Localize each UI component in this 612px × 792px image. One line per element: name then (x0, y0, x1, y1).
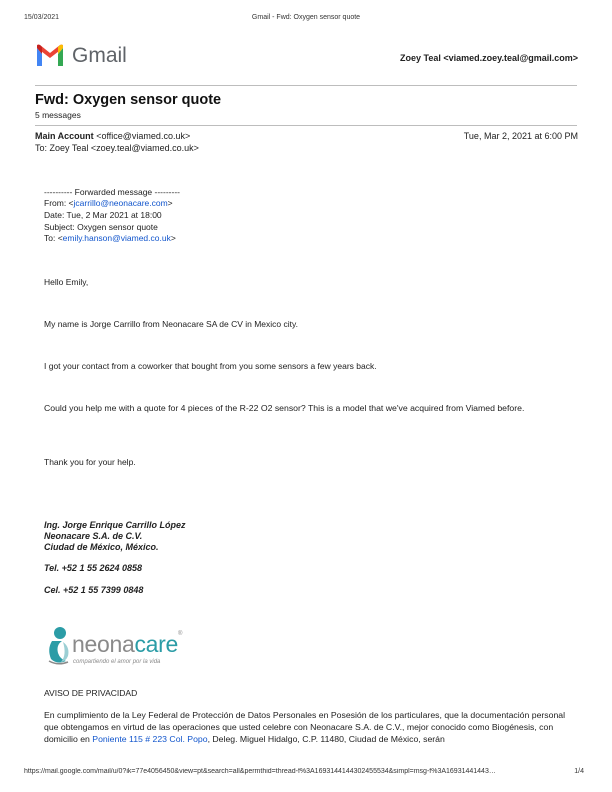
print-url: https://mail.google.com/mail/u/0?ik=77e4056450&view=pt&search=all&permthid=thread-f%3A1693144144302455534&simpl=msg-f%3A16931441443… (24, 768, 496, 775)
message-date: Tue, Mar 2, 2021 at 6:00 PM (463, 131, 578, 141)
forwarded-from-email-link[interactable]: jcarrillo@neonacare.com (73, 198, 168, 208)
neonacare-figure-icon (46, 625, 72, 665)
privacy-text-before: En cumplimiento de la Ley Federal de Protección de Datos Personales en Posesión de los particulares, que la documentación personal que obtengamos en virtud de las operaciones que usted celebre con Neonacare S.A. de C.V., mejor conocido como Biogénesis, con domicilio en (44, 710, 566, 744)
print-page-number: 1/4 (574, 768, 584, 775)
neonacare-tagline: compartiendo el amor por la vida (73, 659, 161, 665)
forwarded-to-label: To: < (44, 233, 63, 243)
account-email: Zoey Teal <viamed.zoey.teal@gmail.com> (399, 53, 578, 63)
divider (35, 125, 577, 126)
gmail-logo-icon (35, 44, 65, 68)
signature-company: Neonacare S.A. de C.V. (44, 531, 143, 541)
signature-cel: Cel. +52 1 55 7399 0848 (44, 585, 144, 595)
forwarded-to (44, 233, 176, 244)
neonacare-wordmark-care: care (134, 631, 179, 657)
signature-city: Ciudad de México, México. (44, 542, 159, 552)
forwarded-from (44, 198, 173, 209)
privacy-address-link[interactable]: Poniente 115 # 223 Col. Popo (92, 733, 208, 744)
greeting: Hello Emily, (44, 277, 89, 287)
forwarded-date: Date: Tue, 2 Mar 2021 at 18:00 (44, 210, 162, 220)
body-paragraph-4: Thank you for your help. (44, 457, 136, 467)
forwarded-header: ---------- Forwarded message --------- (44, 187, 180, 197)
neonacare-wordmark-neona: neona (72, 631, 135, 657)
privacy-title: AVISO DE PRIVACIDAD (44, 688, 138, 698)
sender-name: Main Account (35, 131, 94, 141)
print-date: 15/03/2021 (24, 14, 60, 21)
forwarded-from-end: > (167, 198, 173, 208)
forwarded-to-email-link[interactable]: emily.hanson@viamed.co.uk (62, 233, 171, 243)
forwarded-from-label: From: < (44, 198, 74, 208)
recipient: To: Zoey Teal <zoey.teal@viamed.co.uk> (35, 143, 199, 153)
privacy-text (44, 710, 574, 745)
neonacare-registered: ® (178, 631, 183, 637)
body-paragraph-1: My name is Jorge Carrillo from Neonacare SA de CV in Mexico city. (44, 319, 298, 329)
thread-subject: Fwd: Oxygen sensor quote (35, 92, 222, 108)
body-paragraph-3: Could you help me with a quote for 4 pieces of the R-22 O2 sensor? This is a model that we've acquired from Viamed before. (44, 403, 525, 413)
privacy-text-after: , Deleg. Miguel Hidalgo, C.P. 11480, Ciudad de México, serán (207, 733, 445, 744)
forwarded-subject: Subject: Oxygen sensor quote (44, 222, 158, 232)
sender-email: <office@viamed.co.uk> (96, 131, 191, 141)
neonacare-logo (46, 625, 206, 671)
message-count: 5 messages (35, 110, 81, 120)
divider (35, 85, 577, 86)
sender (35, 130, 190, 142)
signature-name: Ing. Jorge Enrique Carrillo López (44, 520, 186, 530)
signature-tel: Tel. +52 1 55 2624 0858 (44, 563, 142, 573)
forwarded-to-end: > (170, 233, 176, 243)
body-paragraph-2: I got your contact from a coworker that bought from you some sensors a few years back. (44, 361, 377, 371)
gmail-logo-text: Gmail (72, 44, 127, 67)
neonacare-wordmark (72, 631, 182, 658)
print-title: Gmail - Fwd: Oxygen sensor quote (251, 14, 361, 21)
